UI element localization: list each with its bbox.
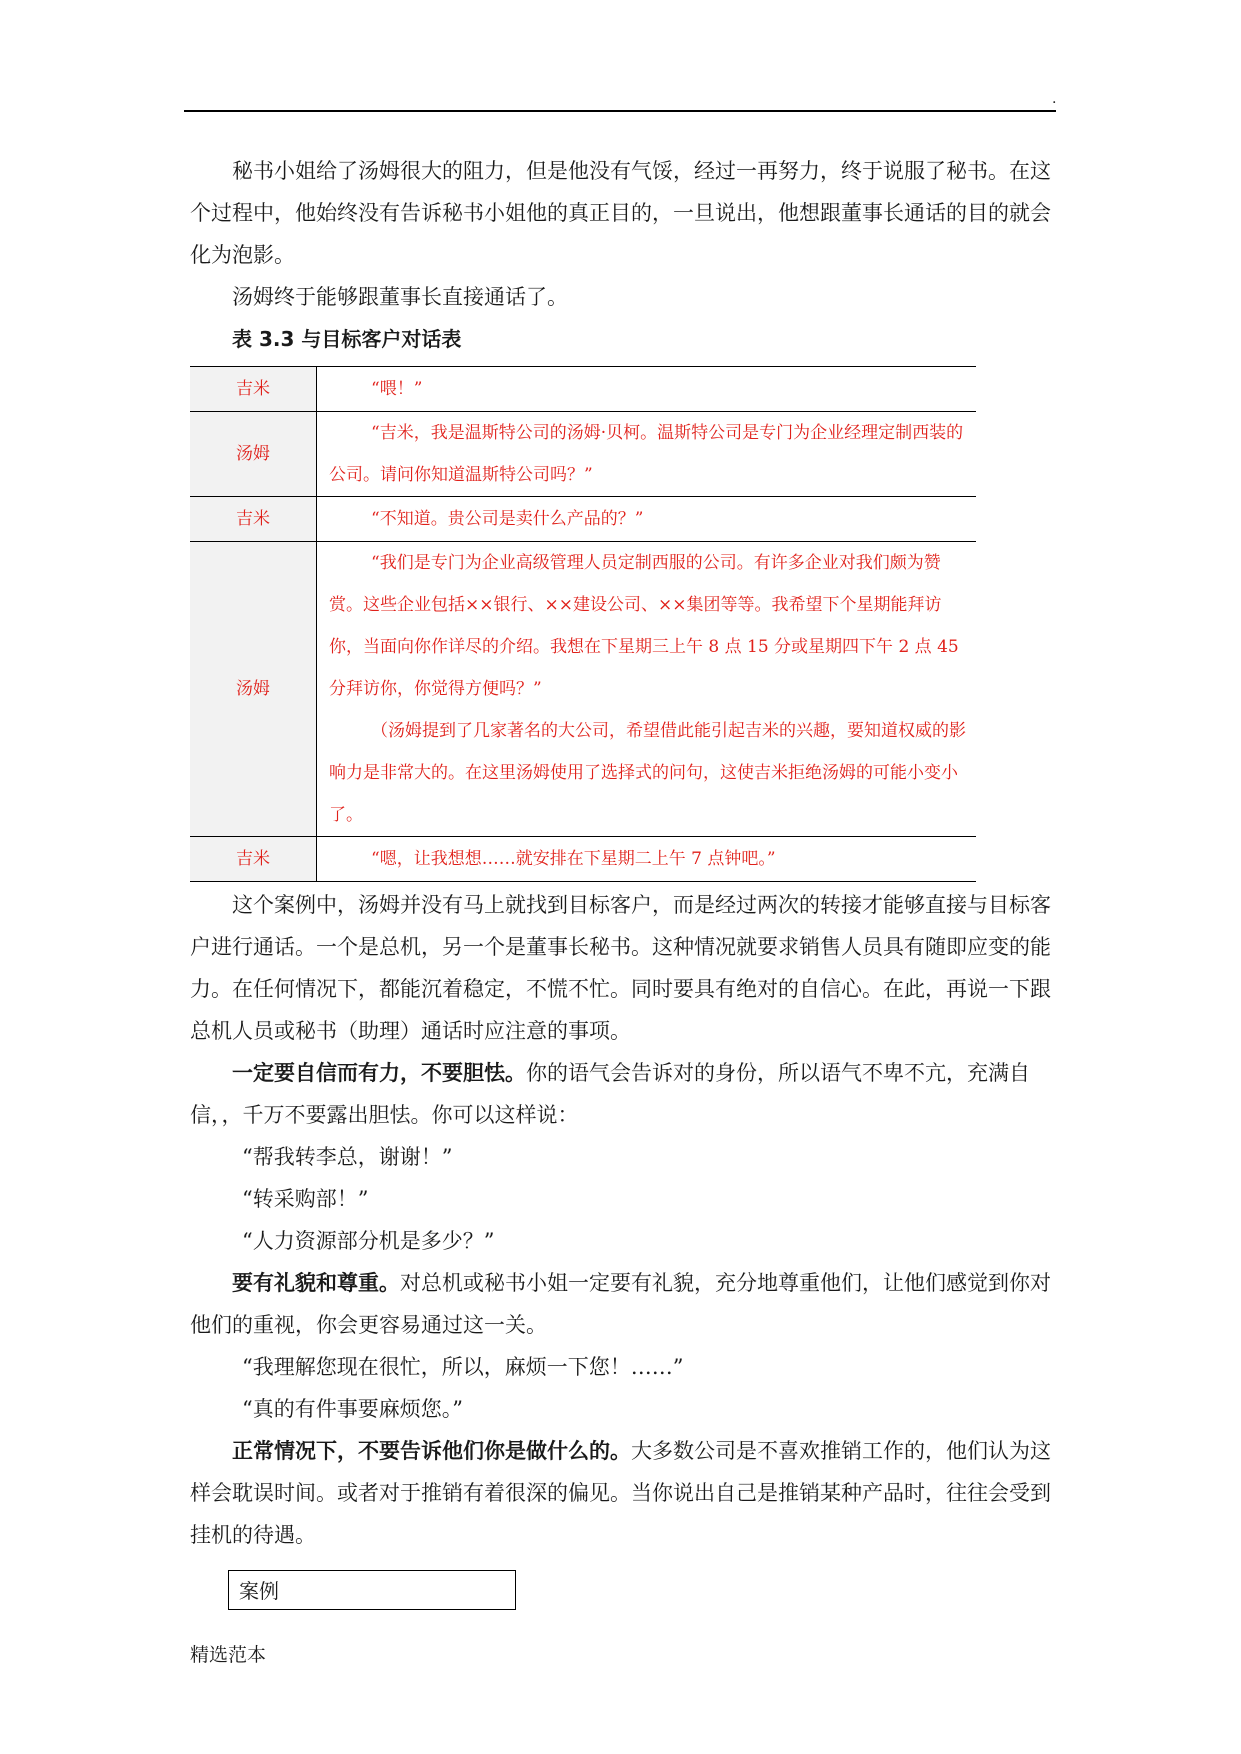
tip-2-quote: “真的有件事要麻烦您。” <box>242 1397 463 1421</box>
case-box: 案例 <box>228 1570 516 1610</box>
table-row <box>190 367 976 412</box>
tip-1-quote: “转采购部！” <box>242 1187 369 1211</box>
tip-2-quote: “我理解您现在很忙，所以，麻烦一下您！……” <box>242 1355 684 1379</box>
table-row <box>190 412 976 497</box>
speaker-cell: 吉米 <box>190 837 317 882</box>
tip-1 <box>190 1052 1056 1136</box>
header-marker: . <box>1052 91 1057 107</box>
table-row <box>190 837 976 882</box>
tip-2-lead: 要有礼貌和尊重。 <box>232 1271 400 1295</box>
tip-3-body: 大多数公司是不喜欢推销工作的，他们认为这样会耽误时间。或者对于推销有着很深的偏见。当你说出自己是推销某种产品时，往往会受到挂机的待遇。 <box>190 1439 1051 1547</box>
speaker-cell: 吉米 <box>190 367 317 412</box>
tip-1-lead: 一定要自信而有力，不要胆怯。 <box>232 1061 526 1085</box>
dialogue-table <box>190 366 976 882</box>
speech-cell <box>317 367 977 412</box>
tip-2-body: 对总机或秘书小姐一定要有礼貌，充分地尊重他们，让他们感觉到你对他们的重视，你会更容易通过这一关。 <box>190 1271 1051 1337</box>
tip-1-body: 你的语气会告诉对的身份，所以语气不卑不亢，充满自信，，千万不要露出胆怯。你可以这样说： <box>190 1061 1030 1127</box>
table-row <box>190 542 976 837</box>
speaker-cell: 汤姆 <box>190 542 317 837</box>
tip-1-quote: “人力资源部分机是多少？” <box>242 1229 495 1253</box>
speech-text: “我们是专门为企业高级管理人员定制西服的公司。有许多企业对我们颇为赞赏。这些企业包括××银行、××建设公司、××集团等等。我希望下个星期能拜访你，当面向你作详尽的介绍。我想在下星期三上午 8 点 15 分或星期四下午 2 点 45 分拜访你，你觉得方便吗？” <box>329 553 959 699</box>
footer-text: 精选范本 <box>190 1644 267 1666</box>
speech-text: “嗯，让我想想……就安排在下星期二上午 7 点钟吧。” <box>371 849 776 869</box>
speech-text: “吉米，我是温斯特公司的汤姆·贝柯。温斯特公司是专门为企业经理定制西装的公司。请问你知道温斯特公司吗？” <box>329 423 964 485</box>
speaker-cell: 吉米 <box>190 497 317 542</box>
tip-1-quote: “帮我转李总，谢谢！” <box>242 1145 453 1169</box>
speech-cell <box>317 542 977 837</box>
speech-text: “喂！” <box>371 379 423 399</box>
paragraph-3: 这个案例中，汤姆并没有马上就找到目标客户，而是经过两次的转接才能够直接与目标客户进行通话。一个是总机，另一个是董事长秘书。这种情况就要求销售人员具有随即应变的能力。在任何情况下，都能沉着稳定，不慌不忙。同时要具有绝对的自信心。在此，再说一下跟总机人员或秘书（助理）通话时应注意的事项。 <box>190 893 1051 1043</box>
speech-cell <box>317 497 977 542</box>
speech-text: “不知道。贵公司是卖什么产品的？” <box>371 509 644 529</box>
speech-note: （汤姆提到了几家著名的大公司，希望借此能引起吉米的兴趣，要知道权威的影响力是非常大的。在这里汤姆使用了选择式的问句，这使吉米拒绝汤姆的可能小变小了。 <box>329 721 966 825</box>
paragraph-2: 汤姆终于能够跟董事长直接通话了。 <box>232 285 568 309</box>
page-body <box>190 150 1056 1610</box>
tip-2 <box>190 1262 1056 1346</box>
speech-cell <box>317 412 977 497</box>
table-title: 表 3.3 与目标客户对话表 <box>232 327 462 351</box>
paragraph-1: 秘书小姐给了汤姆很大的阻力，但是他没有气馁，经过一再努力，终于说服了秘书。在这个过程中，他始终没有告诉秘书小姐他的真正目的，一旦说出，他想跟董事长通话的目的就会化为泡影。 <box>190 159 1051 267</box>
tip-3 <box>190 1430 1056 1556</box>
table-row <box>190 497 976 542</box>
speaker-cell: 汤姆 <box>190 412 317 497</box>
header-rule <box>184 110 1056 112</box>
speech-cell <box>317 837 977 882</box>
tip-3-lead: 正常情况下，不要告诉他们你是做什么的。 <box>232 1439 631 1463</box>
